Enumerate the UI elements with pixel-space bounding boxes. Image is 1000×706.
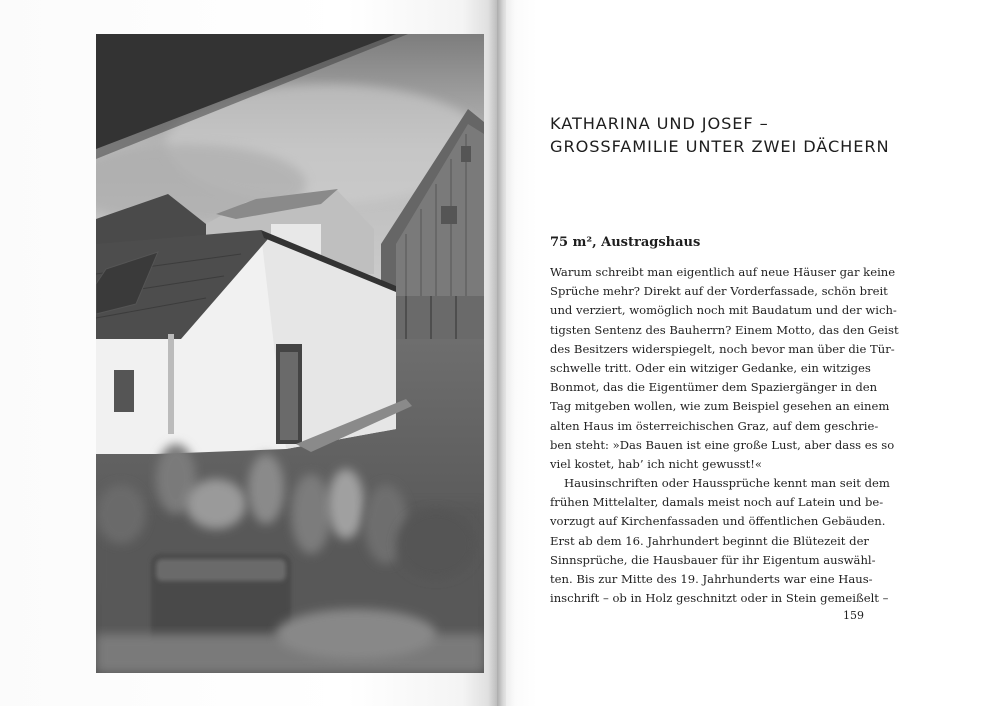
text-line: Erst ab dem 16. Jahrhundert beginnt die Blütezeit der: [550, 533, 869, 548]
text-line: Warum schreibt man eigentlich auf neue Häuser gar keine: [550, 265, 896, 279]
left-page: [0, 0, 497, 706]
text-line: Sinnsprüche, die Hausbauer für ihr Eigentum auswähl-: [550, 552, 876, 567]
text-line: vorzugt auf Kirchenfassaden und öffentlichen Gebäuden.: [550, 514, 886, 529]
chapter-title: [550, 112, 890, 158]
text-line: ben steht: »Das Bauen ist eine große Lust, aber dass es so: [550, 437, 895, 452]
house-photo: [96, 34, 484, 673]
text-line: schwelle tritt. Oder ein witziger Gedanke, ein witziges: [550, 360, 871, 375]
photo-house-through-window-icon: [96, 34, 484, 673]
chapter-title-line-2: GROSSFAMILIE UNTER ZWEI DÄCHERN: [550, 137, 890, 156]
text-line: frühen Mittelalter, damals meist noch auf Latein und be-: [550, 495, 884, 510]
text-line: und verziert, womöglich noch mit Baudatum und der wich-: [550, 303, 897, 318]
gutter-shadow: [488, 0, 506, 706]
text-line: ten. Bis zur Mitte des 19. Jahrhunderts war eine Haus-: [550, 572, 873, 586]
text-line: alten Haus im österreichischen Graz, auf dem geschrie-: [550, 418, 879, 433]
text-line: Hausinschriften oder Haussprüche kennt man seit dem: [564, 476, 890, 491]
text-line: Tag mitgeben wollen, wie zum Beispiel gesehen an einem: [550, 399, 890, 414]
text-line: Sprüche mehr? Direkt auf der Vorderfassade, schön breit: [550, 284, 888, 299]
text-line: tigsten Sentenz des Bauherrn? Einem Motto, das den Geist: [550, 322, 899, 337]
page-number: 159: [843, 609, 864, 622]
body-text: [550, 263, 899, 608]
text-line: Bonmot, das die Eigentümer dem Spaziergänger in den: [550, 380, 878, 395]
text-line: des Besitzers widerspiegelt, noch bevor man über die Tür-: [550, 341, 895, 356]
text-line: viel kostet, hab’ ich nicht gewusst!«: [550, 456, 763, 471]
section-subheading: 75 m², Austragshaus: [550, 235, 701, 250]
text-line: inschrift – ob in Holz geschnitzt oder in Stein gemeißelt –: [550, 591, 889, 606]
chapter-title-line-1: KATHARINA UND JOSEF –: [550, 114, 769, 133]
